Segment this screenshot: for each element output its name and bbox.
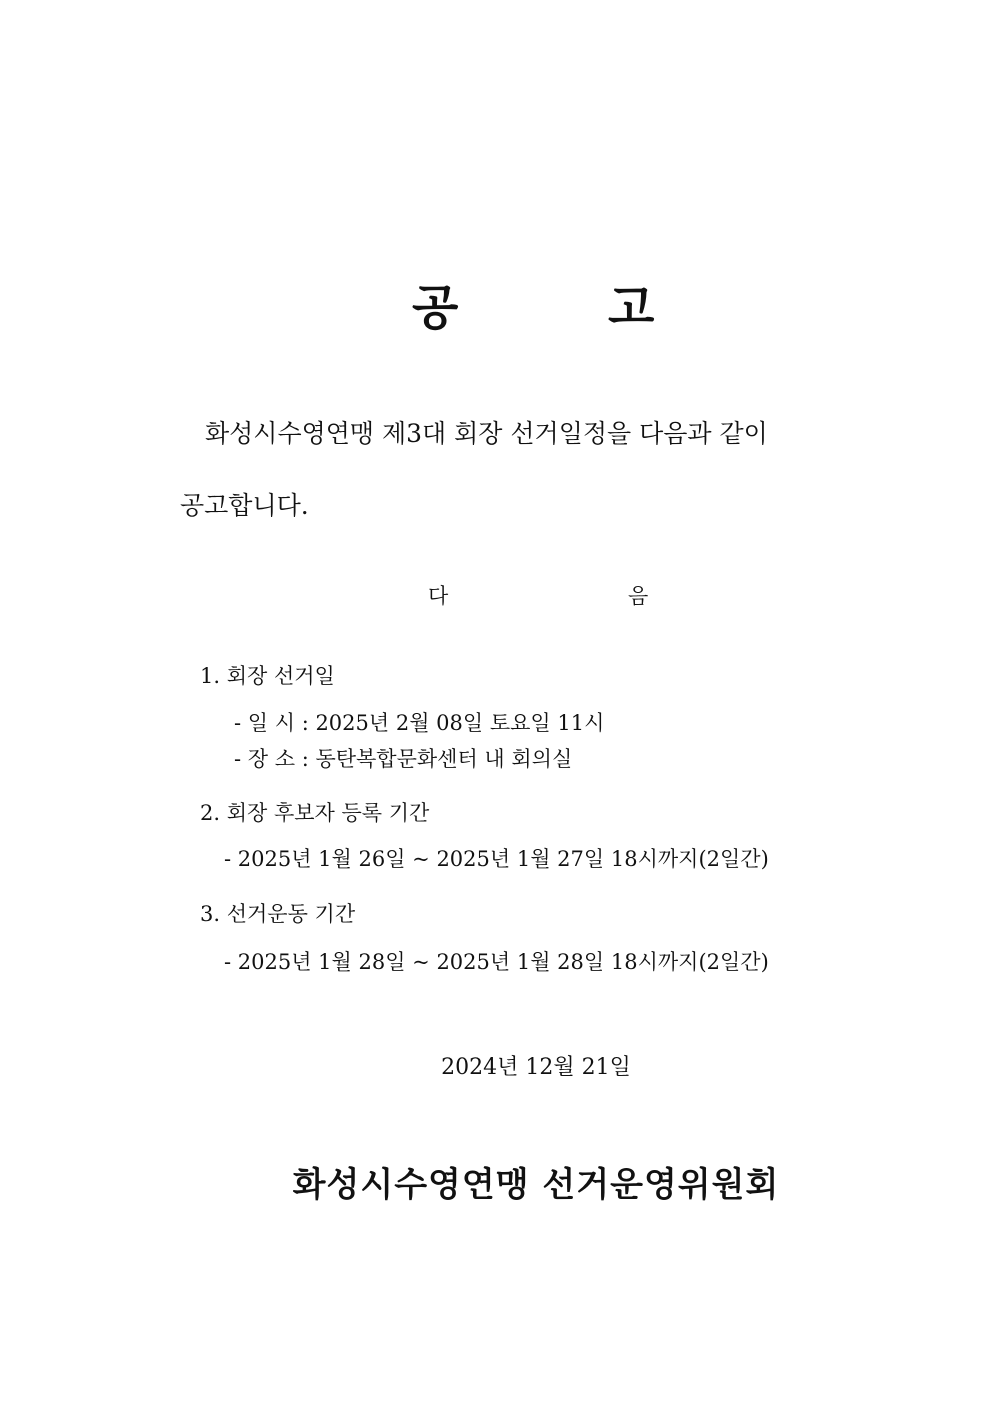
section-1-item-datetime: - 일 시 : 2025년 2월 08일 토요일 11시: [234, 711, 605, 735]
section-2-item-period: - 2025년 1월 26일 ~ 2025년 1월 27일 18시까지(2일간): [224, 847, 769, 871]
notice-title: [0, 268, 992, 348]
section-heading: [0, 578, 992, 614]
section-1-item-place: - 장 소 : 동탄복합문화센터 내 회의실: [234, 747, 573, 771]
section-3-title: 3. 선거운동 기간: [200, 902, 356, 926]
title-char-1: 공: [412, 280, 459, 336]
notice-date: 2024년 12월 21일: [441, 1055, 631, 1080]
heading-char-2: 음: [628, 584, 649, 608]
heading-char-1: 다: [428, 584, 449, 608]
section-1-title: 1. 회장 선거일: [200, 664, 335, 688]
intro-line-2: 공고합니다.: [180, 491, 309, 520]
title-char-2: 고: [608, 280, 655, 336]
organization-name: 화성시수영연맹 선거운영위원회: [292, 1165, 780, 1205]
section-3-item-period: - 2025년 1월 28일 ~ 2025년 1월 28일 18시까지(2일간): [224, 950, 769, 974]
intro-line-1: 화성시수영연맹 제3대 회장 선거일정을 다음과 같이: [205, 419, 768, 448]
section-2-title: 2. 회장 후보자 등록 기간: [200, 801, 430, 825]
